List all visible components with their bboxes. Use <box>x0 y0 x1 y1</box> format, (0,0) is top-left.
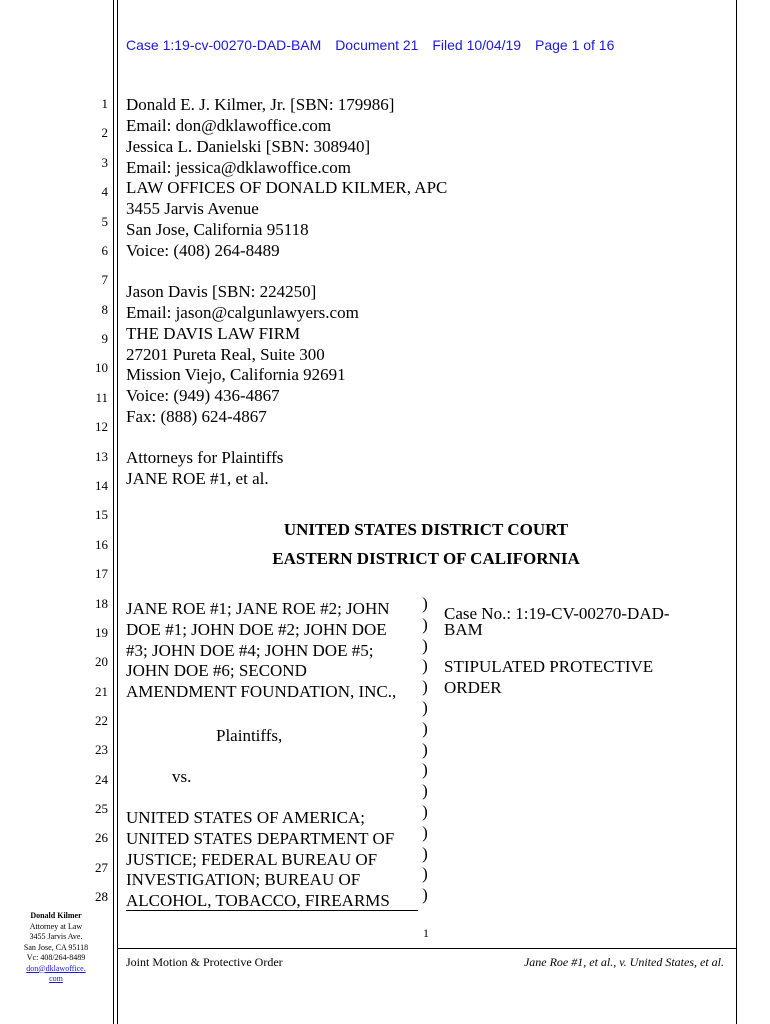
caption-paren: ) <box>422 885 428 904</box>
attorneys-for-label: Attorneys for Plaintiffs <box>126 448 284 467</box>
page-count: Page 1 of 16 <box>534 37 615 53</box>
caption-paren: ) <box>422 719 428 738</box>
caption-paren: ) <box>422 677 428 696</box>
filed-date: Filed 10/04/19 <box>432 37 522 53</box>
firm-sidebar <box>18 911 94 985</box>
phone-line: Voice: (949) 436-4867 <box>126 386 280 405</box>
line-number: 2 <box>101 125 108 140</box>
defendant-line: ALCOHOL, TOBACCO, FIREARMS <box>126 891 390 910</box>
plaintiff-line: JANE ROE #1; JANE ROE #2; JOHN <box>126 599 390 618</box>
line-number: 20 <box>95 654 108 669</box>
defendant-line: UNITED STATES DEPARTMENT OF <box>126 829 395 848</box>
line-number: 24 <box>95 772 108 787</box>
sidebar-line: Attorney at Law <box>29 921 83 931</box>
line-number: 19 <box>95 625 108 640</box>
footer-right: Jane Roe #1, et al., v. United States, et al. <box>523 955 724 969</box>
line-number: 17 <box>95 566 108 581</box>
phone-line: Voice: (408) 264-8489 <box>126 241 280 260</box>
line-number: 15 <box>95 507 108 522</box>
caption-paren: ) <box>422 760 428 779</box>
line-number: 5 <box>101 214 108 229</box>
line-number: 22 <box>95 713 108 728</box>
line-number: 10 <box>95 360 108 375</box>
caption-paren: ) <box>422 615 428 634</box>
line-number: 16 <box>95 537 108 552</box>
firm-name: THE DAVIS LAW FIRM <box>126 324 301 343</box>
defendant-line: INVESTIGATION; BUREAU OF <box>126 870 361 889</box>
case-number-header: Case 1:19-cv-00270-DAD-BAM <box>126 37 322 53</box>
caption-underline <box>126 910 418 911</box>
plaintiffs-label: Plaintiffs, <box>216 726 283 745</box>
line-number: 4 <box>101 184 108 199</box>
caption-paren: ) <box>422 864 428 883</box>
line-number: 6 <box>101 243 108 258</box>
document-number: Document 21 <box>335 37 419 53</box>
counsel-line: Donald E. J. Kilmer, Jr. [SBN: 179986] <box>126 95 395 114</box>
defendant-line: JUSTICE; FEDERAL BUREAU OF <box>126 850 378 869</box>
firm-name: LAW OFFICES OF DONALD KILMER, APC <box>126 178 448 197</box>
document-title: ORDER <box>444 678 502 697</box>
case-number: Case No.: 1:19-CV-00270-DAD- <box>444 604 670 623</box>
sidebar-line: 3455 Jarvis Ave. <box>29 932 83 941</box>
caption-paren: ) <box>422 844 428 863</box>
sidebar-line: Vc: 408/264-8489 <box>26 953 86 962</box>
sidebar-line: San Jose, CA 95118 <box>23 942 89 952</box>
counsel-email: Email: jason@calgunlawyers.com <box>126 303 359 322</box>
caption-paren: ) <box>422 698 428 717</box>
left-margin-rule-inner <box>117 0 118 1024</box>
line-number: 27 <box>95 860 108 875</box>
line-number: 28 <box>95 889 108 904</box>
address-line: San Jose, California 95118 <box>126 220 309 239</box>
left-margin-rule <box>113 0 114 1024</box>
caption-paren: ) <box>422 823 428 842</box>
caption-paren: ) <box>422 802 428 821</box>
line-number: 9 <box>101 331 108 346</box>
document-title: STIPULATED PROTECTIVE <box>444 657 654 676</box>
line-number: 8 <box>101 302 108 317</box>
sidebar-email-link[interactable]: don@dklawoffice. <box>26 963 86 973</box>
court-name: UNITED STATES DISTRICT COURT <box>283 520 569 539</box>
caption-paren: ) <box>422 656 428 675</box>
line-number: 21 <box>95 684 108 699</box>
line-number: 11 <box>95 390 108 405</box>
address-line: 27201 Pureta Real, Suite 300 <box>126 345 325 364</box>
sidebar-name: Donald Kilmer <box>30 911 82 920</box>
page-number: 1 <box>423 926 429 940</box>
line-number: 7 <box>101 272 108 287</box>
sidebar-email-link-cont[interactable]: com <box>49 974 63 983</box>
line-number: 18 <box>95 596 108 611</box>
plaintiff-line: JOHN DOE #6; SECOND <box>126 661 307 680</box>
caption-paren: ) <box>422 740 428 759</box>
caption-paren: ) <box>422 636 428 655</box>
defendant-line: UNITED STATES OF AMERICA; <box>126 808 366 827</box>
ecf-header <box>126 37 624 53</box>
line-number: 13 <box>95 449 108 464</box>
line-number: 14 <box>95 478 108 493</box>
address-line: Mission Viejo, California 92691 <box>126 365 346 384</box>
counsel-email: Email: jessica@dklawoffice.com <box>126 158 351 177</box>
line-number: 25 <box>95 801 108 816</box>
counsel-email: Email: don@dklawoffice.com <box>126 116 332 135</box>
plaintiff-line: #3; JOHN DOE #4; JOHN DOE #5; <box>126 641 374 660</box>
attorneys-for-party: JANE ROE #1, et al. <box>126 469 269 488</box>
caption-paren: ) <box>422 594 428 613</box>
line-number: 23 <box>95 742 108 757</box>
caption-paren: ) <box>422 781 428 800</box>
line-number: 1 <box>101 96 108 111</box>
case-number-suffix: BAM <box>444 620 483 639</box>
line-number: 12 <box>95 419 108 434</box>
court-district: EASTERN DISTRICT OF CALIFORNIA <box>272 549 580 568</box>
versus-label: vs. <box>172 767 192 786</box>
fax-line: Fax: (888) 624-4867 <box>126 407 267 426</box>
plaintiff-line: AMENDMENT FOUNDATION, INC., <box>126 682 397 701</box>
line-number: 26 <box>95 830 108 845</box>
line-number: 3 <box>101 155 108 170</box>
address-line: 3455 Jarvis Avenue <box>126 199 259 218</box>
footer-rule <box>118 948 736 949</box>
counsel-line: Jessica L. Danielski [SBN: 308940] <box>126 137 371 156</box>
counsel-line: Jason Davis [SBN: 224250] <box>126 282 317 301</box>
right-margin-rule <box>736 0 737 1024</box>
footer-left: Joint Motion & Protective Order <box>126 955 283 969</box>
plaintiff-line: DOE #1; JOHN DOE #2; JOHN DOE <box>126 620 387 639</box>
